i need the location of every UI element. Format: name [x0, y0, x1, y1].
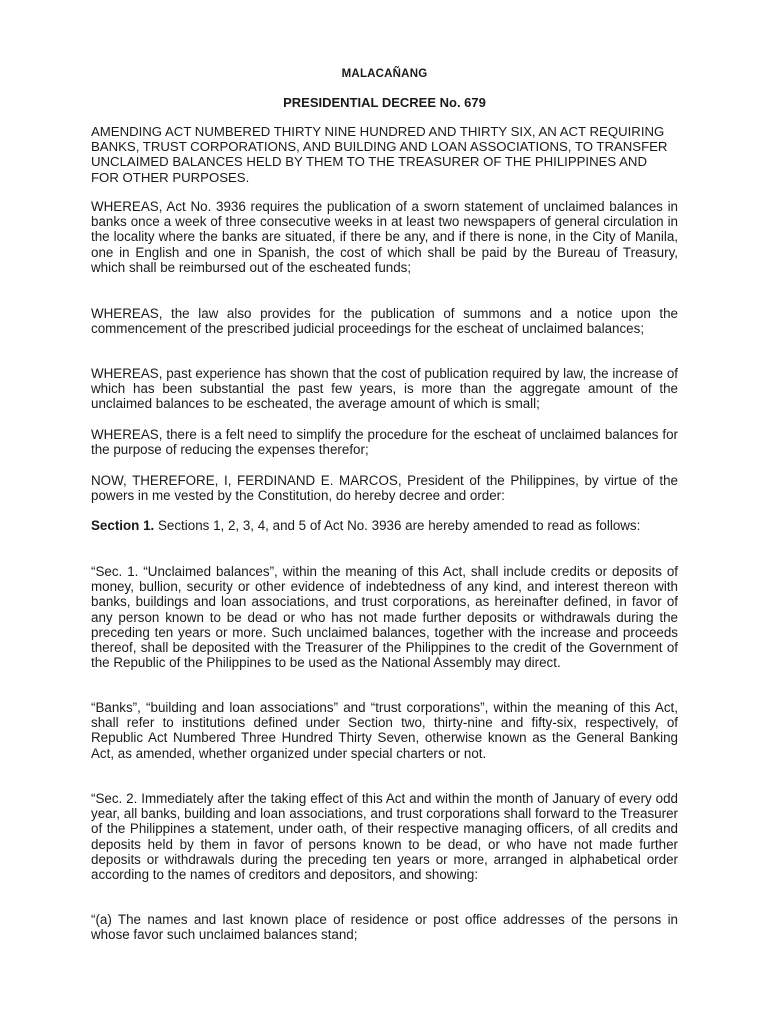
sec-1-amended-paragraph: “Sec. 1. “Unclaimed balances”, within the meaning of this Act, shall include credits or deposits of money, bullion, security or other evidence of indebtedness of any kind, and interest thereon with banks, buildings and loan associations, and trust corporations, as hereinafter defined, in favor of any person known to be dead or who has not made further deposits or withdrawals during the preceding ten years or more. Such unclaimed balances, together with the increase and proceeds thereof, shall be deposited with the Treasurer of the Philippines to the credit of the Government of the Republic of the Philippines to be used as the National Assembly may direct.	[91, 564, 678, 671]
document-header: MALACAÑANG	[341, 68, 428, 80]
item-a-paragraph: “(a) The names and last known place of residence or post office addresses of the persons in whose favor such unclaimed balances stand;	[91, 912, 678, 943]
banks-definition-paragraph: “Banks”, “building and loan associations” and “trust corporations”, within the meaning of this Act, shall refer to institutions defined under Section two, thirty-nine and fifty-six, respectively, of Republic Act Numbered Three Hundred Thirty Seven, otherwise known as the General Banking Act, as amended, whether organized under special charters or not.	[91, 700, 678, 761]
decree-title: PRESIDENTIAL DECREE No. 679	[283, 95, 486, 110]
whereas-paragraph-3: WHEREAS, past experience has shown that the cost of publication required by law, the increase of which has been substantial the past few years, is more than the aggregate amount of the unclaimed balances to be escheated, the average amount of which is small;	[91, 366, 678, 412]
section-1-text: Sections 1, 2, 3, 4, and 5 of Act No. 3936 are hereby amended to read as follows:	[154, 518, 641, 533]
section-1-paragraph	[91, 518, 678, 533]
whereas-paragraph-1: WHEREAS, Act No. 3936 requires the publication of a sworn statement of unclaimed balances in banks once a week of three consecutive weeks in at least two newspapers of general circulation in the locality where the banks are situated, if there be any, and if there is none, in the City of Manila, one in English and one in Spanish, the cost of which shall be paid by the Bureau of Treasury, which shall be reimbursed out of the escheated funds;	[91, 199, 678, 275]
section-1-label: Section 1.	[91, 518, 155, 533]
sec-2-amended-paragraph: “Sec. 2. Immediately after the taking effect of this Act and within the month of January of every odd year, all banks, building and loan associations, and trust corporations shall forward to the Treasurer of the Philippines a statement, under oath, of their respective managing officers, of all credits and deposits held by them in favor of persons known to be dead, or who have not made further deposits or withdrawals during the preceding ten years or more, arranged in alphabetical order according to the names of creditors and depositors, and showing:	[91, 791, 678, 883]
now-therefore-paragraph: NOW, THEREFORE, I, FERDINAND E. MARCOS, President of the Philippines, by virtue of the powers in me vested by the Constitution, do hereby decree and order:	[91, 473, 678, 504]
whereas-paragraph-4: WHEREAS, there is a felt need to simplify the procedure for the escheat of unclaimed balances for the purpose of reducing the expenses therefor;	[91, 427, 678, 458]
whereas-paragraph-2: WHEREAS, the law also provides for the publication of summons and a notice upon the commencement of the prescribed judicial proceedings for the escheat of unclaimed balances;	[91, 306, 678, 337]
decree-long-title: AMENDING ACT NUMBERED THIRTY NINE HUNDRED AND THIRTY SIX, AN ACT REQUIRING BANKS, TRUST CORPORATIONS, AND BUILDING AND LOAN ASSOCIATIONS, TO TRANSFER UNCLAIMED BALANCES HELD BY THEM TO THE TREASURER OF THE PHILIPPINES AND FOR OTHER PURPOSES.	[91, 124, 668, 185]
